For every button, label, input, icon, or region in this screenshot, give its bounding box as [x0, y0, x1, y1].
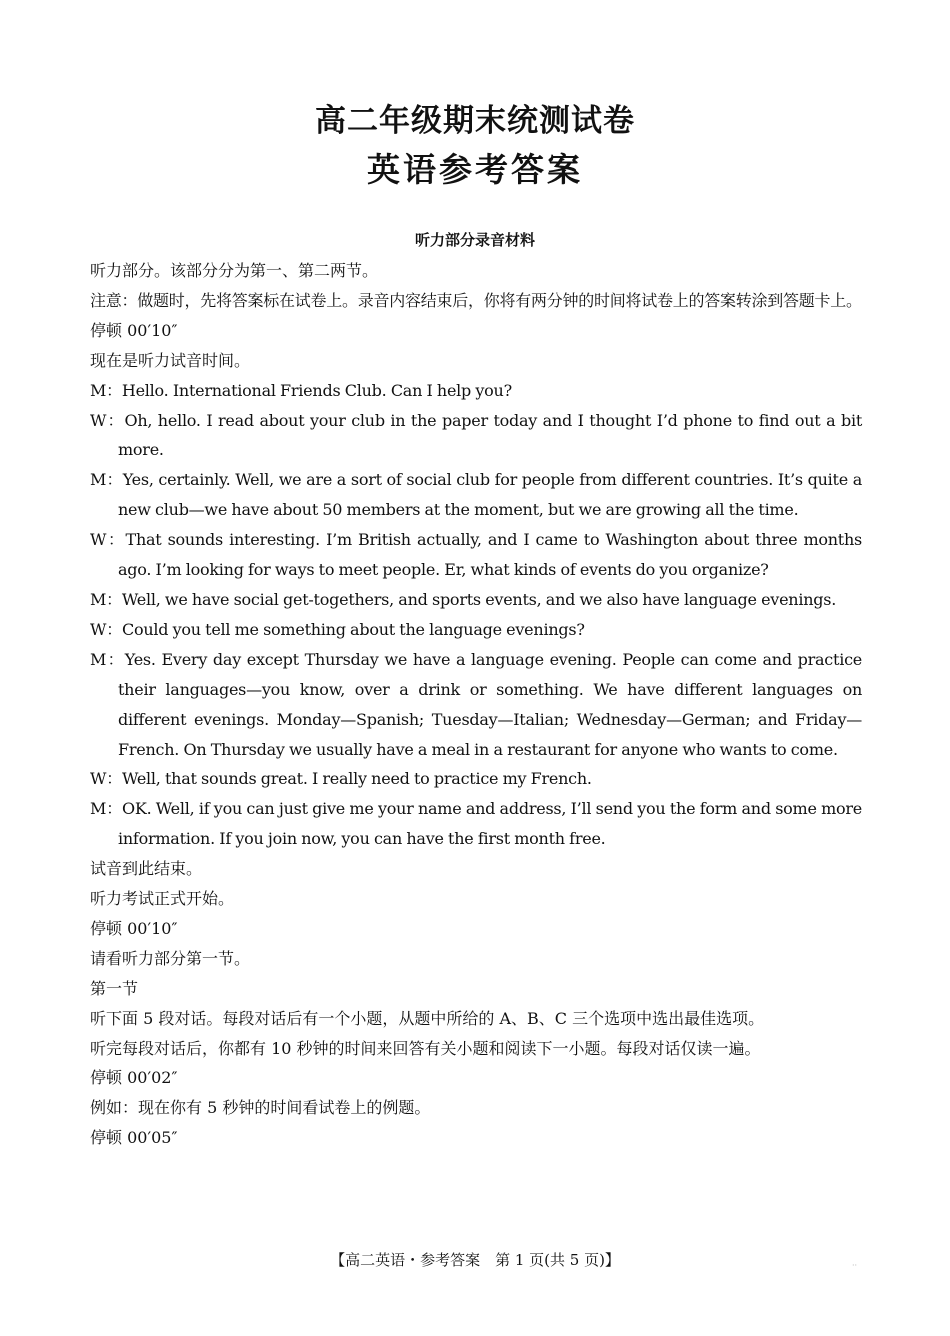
- pause-marker: 停顿 00′05″: [90, 1128, 178, 1148]
- pause-marker: 停顿 00′10″: [90, 320, 178, 340]
- dialogue-line: M：OK. Well, if you can just give me your name and address, I’ll send you the form and some more information. If you join now, you can have the first month free.: [90, 799, 862, 849]
- instruction-line: 听力部分。该部分分为第一、第二两节。: [90, 261, 379, 280]
- dialogue-line: W：Oh, hello. I read about your club in the paper today and I thought I’d phone to find out a bit more.: [90, 410, 862, 460]
- pause-marker: 停顿 00′02″: [90, 1068, 178, 1088]
- instruction-line: 试音到此结束。: [90, 859, 203, 879]
- section-title: 听力部分录音材料: [414, 231, 535, 249]
- instruction-line: 现在是听力试音时间。: [90, 350, 251, 370]
- dialogue-line: W：That sounds interesting. I’m British actually, and I came to Washington about three months ago. I’m looking for ways to meet people. Er, what kinds of events do you organize?: [90, 530, 863, 580]
- pause-marker: 停顿 00′10″: [90, 918, 178, 938]
- dialogue-line: M：Yes. Every day except Thursday we have a language evening. People can come and practice their languages—you know, over a drink or something. We have different languages on different evenings. Monday—Spanish; Tuesday—Italian; Wednesday—German; and Friday—French. On Thursday we usually have a meal in a restaurant for anyone who wants to come.: [90, 649, 862, 759]
- instruction-line: 听完每段对话后，你都有 10 秒钟的时间来回答有关小题和阅读下一小题。每段对话仅读一遍。: [90, 1038, 761, 1058]
- dialogue-line: W：Could you tell me something about the language evenings?: [90, 619, 585, 639]
- instruction-paragraph: 注意：做题时，先将答案标在试卷上。录音内容结束后，你将有两分钟的时间将试卷上的答案转涂到答题卡上。: [90, 290, 862, 310]
- page-footer: 【高二英语・参考答案 第 1 页(共 5 页)】: [330, 1251, 620, 1269]
- dialogue-line: M：Hello. International Friends Club. Can I help you?: [90, 380, 512, 400]
- instruction-line: 听下面 5 段对话。每段对话后有一个小题，从题中所给的 A、B、C 三个选项中选出最佳选项。: [90, 1008, 765, 1028]
- instruction-line: 听力考试正式开始。: [90, 889, 235, 909]
- dialogue-line: M：Yes, certainly. Well, we are a sort of social club for people from different countries. It’s quite a new club—we have about 50 members at the moment, but we are growing all the time.: [90, 470, 862, 520]
- dialogue-line: M：Well, we have social get-togethers, and sports events, and we also have language evenings.: [90, 589, 837, 609]
- transcript-body: [90, 256, 862, 1153]
- section-heading: 第一节: [90, 978, 139, 998]
- document-title-line1: 高二年级期末统测试卷: [315, 103, 635, 139]
- document-title-line2: 英语参考答案: [367, 150, 583, 189]
- dialogue-line: W：Well, that sounds great. I really need to practice my French.: [90, 769, 592, 789]
- corner-mark: ··: [852, 1261, 858, 1270]
- instruction-line: 请看听力部分第一节。: [90, 948, 251, 968]
- instruction-line: 例如：现在你有 5 秒钟的时间看试卷上的例题。: [90, 1098, 431, 1118]
